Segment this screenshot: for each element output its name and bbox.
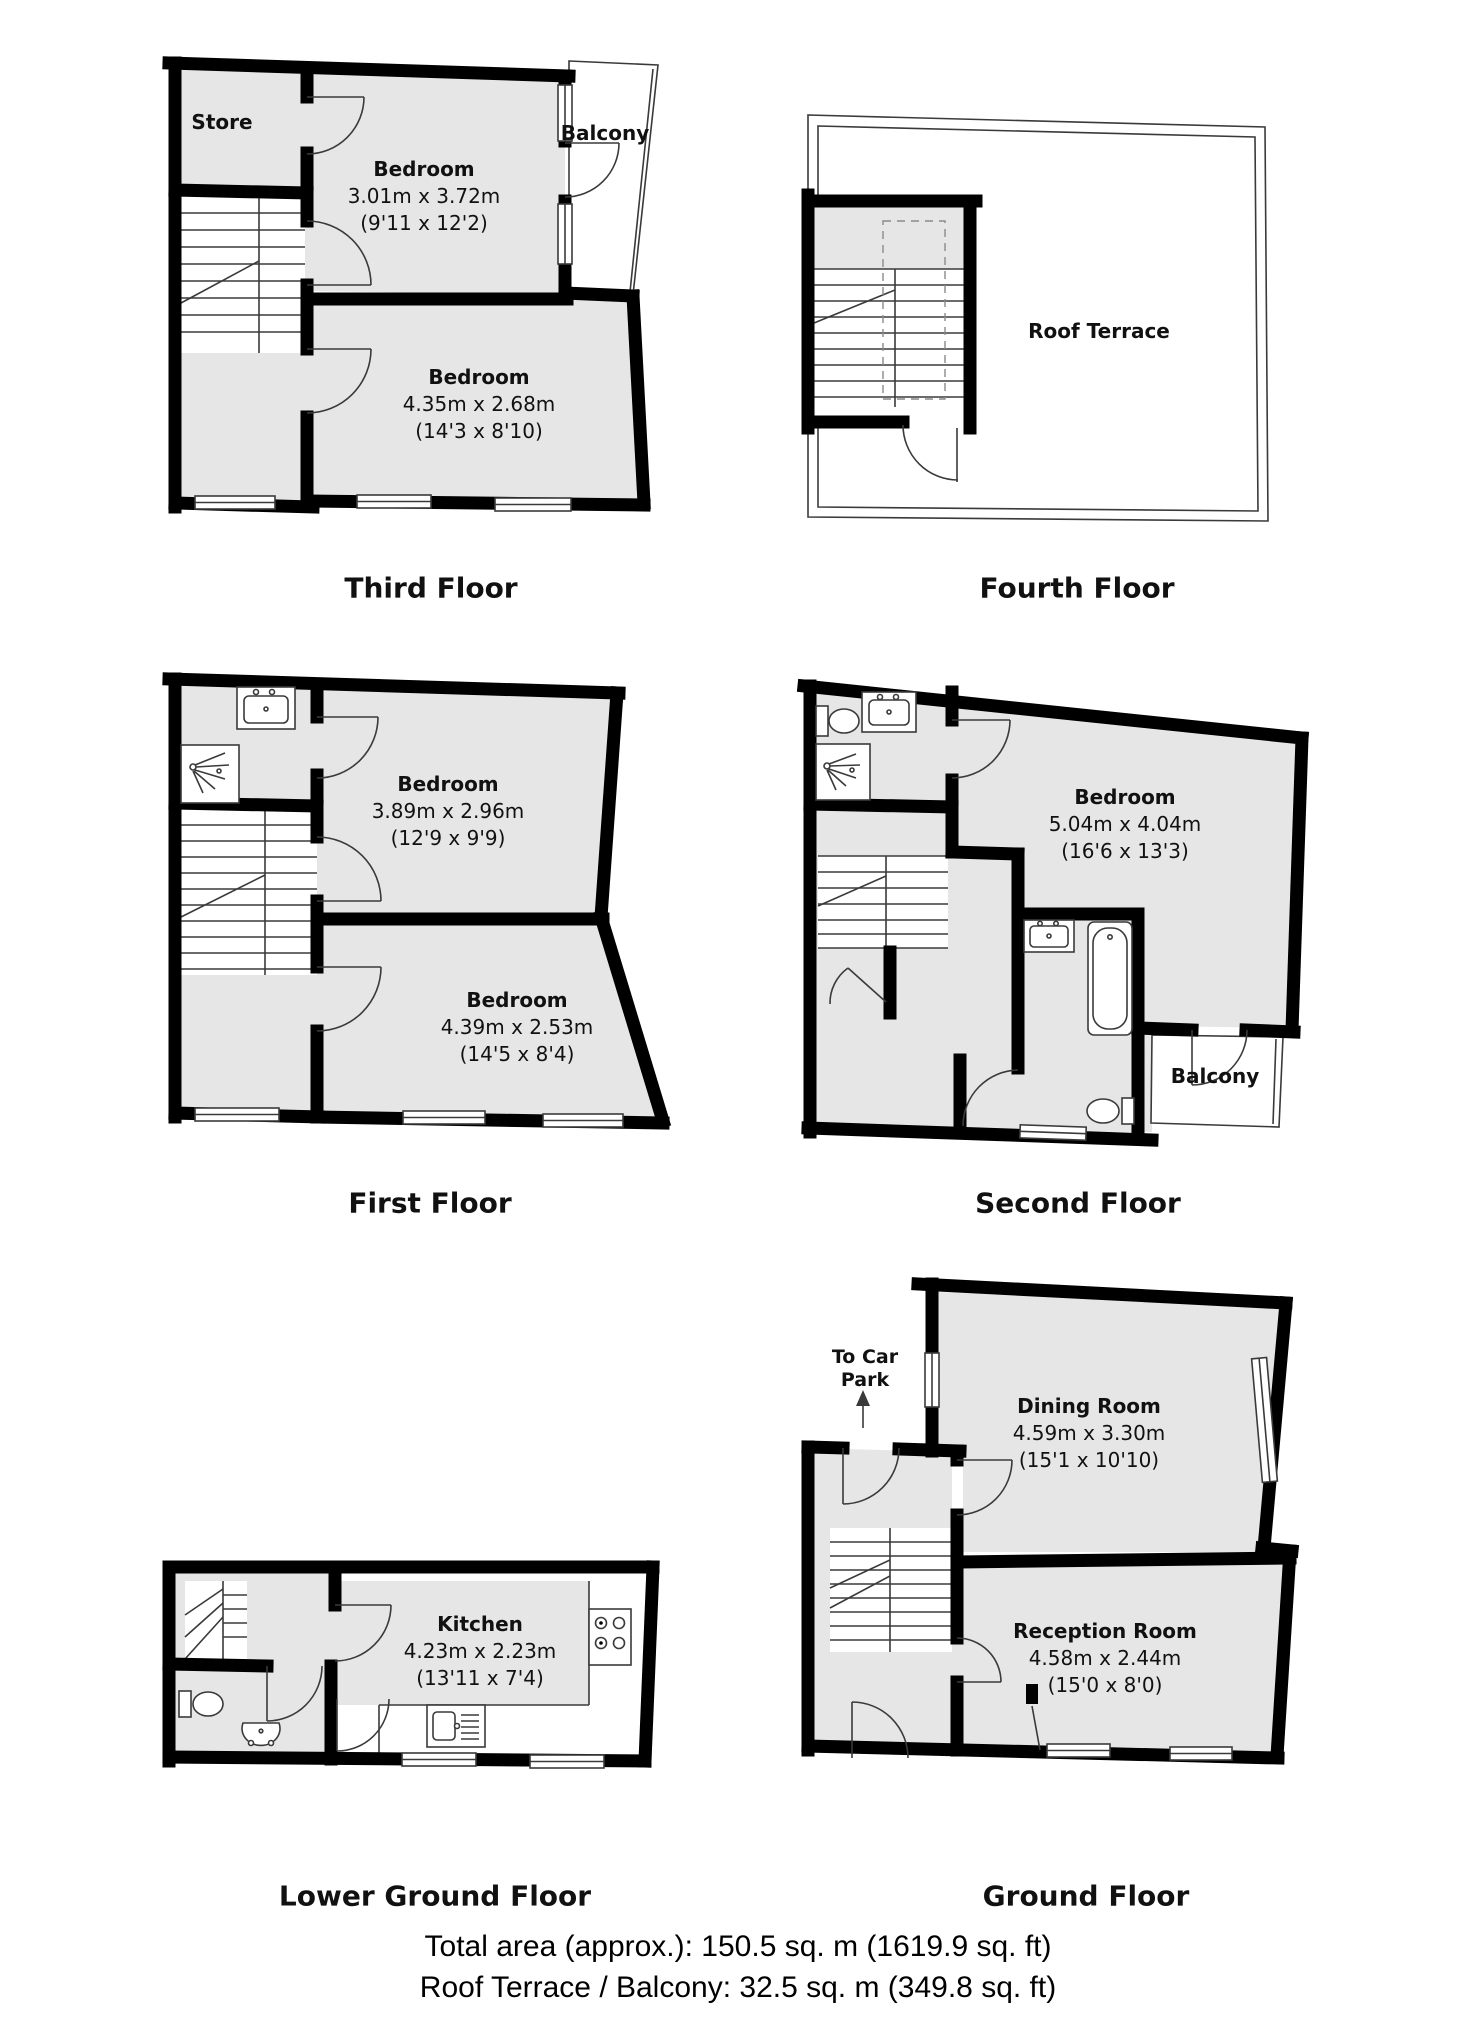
- room-label-store: Store: [191, 110, 253, 134]
- stair-landing: [814, 207, 964, 269]
- stairwell: [181, 195, 305, 353]
- shower: [181, 745, 239, 803]
- room-label-bedroom: Bedroom 3.01m x 3.72m (9'11 x 12'2): [347, 157, 501, 235]
- room-label-balcony: Balcony: [560, 121, 650, 145]
- bathtub: [1088, 922, 1132, 1035]
- room-label-kitchen: Kitchen 4.23m x 2.23m (13'11 x 7'4): [403, 1612, 557, 1690]
- room-label-bedroom: Bedroom 4.35m x 2.68m (14'3 x 8'10): [402, 365, 556, 443]
- shower: [816, 744, 870, 800]
- floor-title-first: First Floor: [348, 1186, 512, 1220]
- room-label-bedroom: Bedroom 4.39m x 2.53m (14'5 x 8'4): [440, 988, 594, 1066]
- sink: [862, 692, 916, 732]
- toilet: [816, 706, 859, 736]
- terrace-balcony-area-text: Roof Terrace / Balcony: 32.5 sq. m (349.8 sq. ft): [419, 1971, 1057, 2004]
- annotation-to-car-park: To Car Park: [831, 1346, 899, 1391]
- floor-title-lower-ground: Lower Ground Floor: [278, 1879, 592, 1913]
- room-label-bedroom: Bedroom 5.04m x 4.04m (16'6 x 13'3): [1048, 785, 1202, 863]
- room-label-dining-room: Dining Room 4.59m x 3.30m (15'1 x 10'10): [1012, 1394, 1166, 1472]
- hob: [589, 1609, 631, 1665]
- fourth-floor-plan: [800, 85, 1260, 525]
- floor-title-fourth: Fourth Floor: [979, 571, 1175, 605]
- toilet: [1087, 1098, 1134, 1124]
- sink: [1024, 920, 1074, 952]
- room-label-reception-room: Reception Room 4.58m x 2.44m (15'0 x 8'0): [1013, 1619, 1197, 1697]
- floor-title-third: Third Floor: [344, 571, 518, 605]
- toilet: [179, 1691, 223, 1717]
- stairwell: [830, 1528, 952, 1652]
- room-label-balcony: Balcony: [1170, 1064, 1260, 1088]
- windows: [1020, 1125, 1086, 1140]
- balcony-outline: [569, 61, 658, 295]
- car-park-arrow: [856, 1390, 870, 1428]
- sink-unit: [427, 1705, 485, 1747]
- total-area-text: Total area (approx.): 150.5 sq. m (1619.9 sq. ft): [424, 1930, 1052, 1963]
- room-label-bedroom: Bedroom 3.89m x 2.96m (12'9 x 9'9): [371, 772, 525, 850]
- first-floor-plan: [167, 667, 700, 1177]
- sink: [237, 687, 295, 729]
- floor-title-second: Second Floor: [975, 1186, 1181, 1220]
- room-label-roof-terrace: Roof Terrace: [1028, 319, 1170, 343]
- stairwell: [181, 809, 317, 975]
- floor-title-ground: Ground Floor: [982, 1879, 1190, 1913]
